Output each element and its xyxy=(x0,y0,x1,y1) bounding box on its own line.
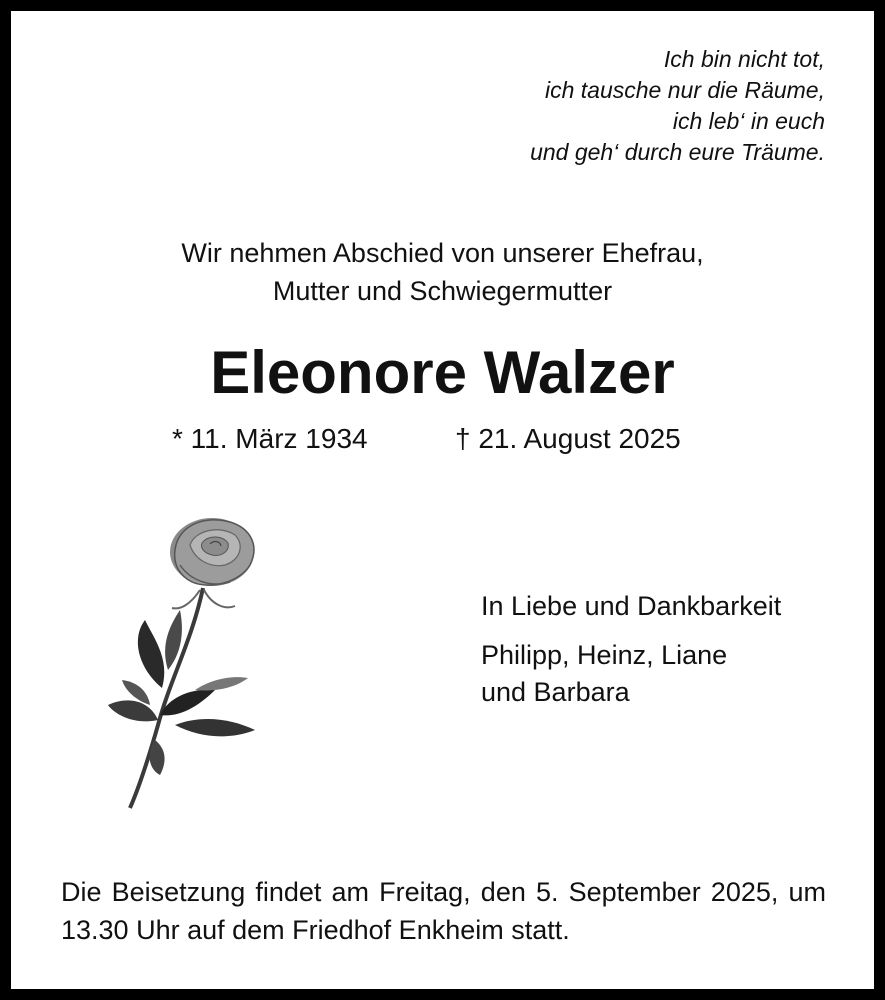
death-date: † 21. August 2025 xyxy=(455,423,681,454)
family-greeting: In Liebe und Dankbarkeit xyxy=(481,591,782,621)
poem-line: ich tausche nur die Räume, xyxy=(545,77,825,103)
poem-line: Ich bin nicht tot, xyxy=(663,46,825,72)
family-names: und Barbara xyxy=(481,677,630,707)
deceased-name: Eleonore Walzer xyxy=(210,339,675,406)
farewell-intro xyxy=(0,234,885,310)
intro-line: Mutter und Schwiegermutter xyxy=(272,276,613,306)
birth-date: * 11. März 1934 xyxy=(172,423,368,454)
funeral-notice: Die Beisetzung findet am Freitag, den 5. September 2025, um 13.30 Uhr auf dem Friedhof Enkheim statt. xyxy=(61,877,826,945)
intro-line: Wir nehmen Abschied von unserer Ehefrau, xyxy=(181,238,704,268)
poem-line: ich leb‘ in euch xyxy=(672,108,825,134)
spacer xyxy=(481,625,781,637)
family-names: Philipp, Heinz, Liane xyxy=(481,640,728,670)
poem-quote xyxy=(530,44,825,168)
rose-icon xyxy=(100,510,270,815)
poem-line: und geh‘ durch eure Träume. xyxy=(530,139,825,165)
family-signature xyxy=(481,588,781,711)
